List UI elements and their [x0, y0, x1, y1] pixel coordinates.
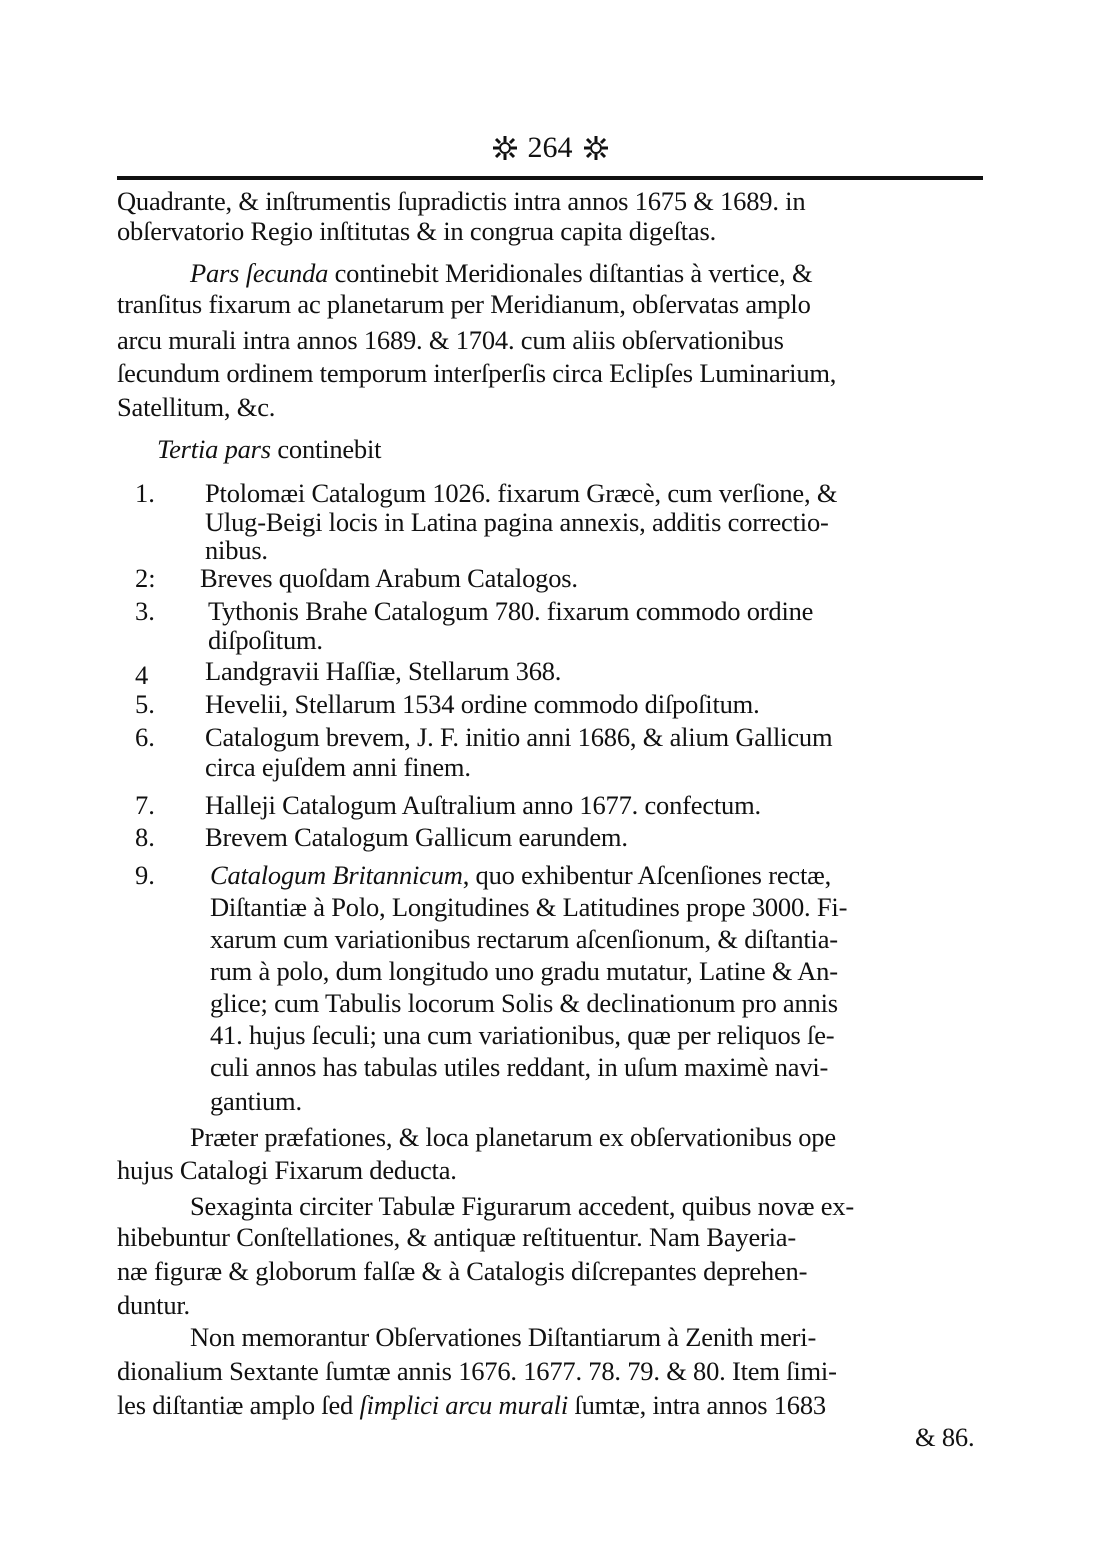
- list-item-line: Ptolomæi Catalogum 1026. fixarum Græcè, cum verſione, &: [205, 478, 838, 508]
- list-number: 3.: [135, 596, 155, 626]
- list-item-line: glice; cum Tabulis locorum Solis & declinationum pro annis: [210, 988, 838, 1018]
- text-span: continebit Meridionales diſtantias à vertice, &: [328, 258, 813, 288]
- flower-ornament-icon: [583, 135, 609, 161]
- text-line: [157, 434, 381, 464]
- list-item-line: diſpoſitum.: [208, 625, 323, 655]
- list-item-line: Brevem Catalogum Gallicum earundem.: [205, 822, 628, 852]
- italic-title: Catalogum Britannicum: [210, 860, 463, 890]
- list-item-line: Landgravii Haſſiæ, Stellarum 368.: [205, 656, 562, 686]
- list-number: 2:: [135, 563, 156, 593]
- list-item-line: Hevelii, Stellarum 1534 ordine commodo diſpoſitum.: [205, 689, 760, 719]
- list-item-line: Halleji Catalogum Auſtralium anno 1677. confectum.: [205, 790, 761, 820]
- list-number: 1.: [135, 478, 155, 508]
- list-number: 8.: [135, 822, 155, 852]
- list-item-line: Diſtantiæ à Polo, Longitudines & Latitudines prope 3000. Fi-: [210, 892, 848, 922]
- list-item-line: Catalogum brevem, J. F. initio anni 1686, & alium Gallicum: [205, 722, 833, 752]
- text-span: ſumtæ, intra annos 1683: [567, 1390, 826, 1420]
- list-item-line: xarum cum variationibus rectarum aſcenſionum, & diſtantia-: [210, 924, 838, 954]
- list-item-line: rum à polo, dum longitudo uno gradu mutatur, Latine & An-: [210, 956, 838, 986]
- italic-heading: Pars ſecunda: [190, 258, 329, 288]
- list-item-line: 41. hujus ſeculi; una cum variationibus, quæ per reliquos ſe-: [210, 1020, 835, 1050]
- text-line: duntur.: [117, 1290, 190, 1320]
- page-number: 264: [527, 131, 573, 164]
- text-line: ſecundum ordinem temporum interſperſis circa Eclipſes Luminarium,: [117, 358, 837, 388]
- text-line: arcu murali intra annos 1689. & 1704. cum aliis obſervationibus: [117, 325, 784, 355]
- text-line: obſervatorio Regio inſtitutas & in congrua capita digeſtas.: [117, 216, 717, 246]
- list-item-line: nibus.: [205, 535, 268, 565]
- list-item-line: circa ejuſdem anni finem.: [205, 752, 471, 782]
- text-span: les diſtantiæ amplo ſed: [117, 1390, 360, 1420]
- text-line: næ figuræ & globorum falſæ & à Catalogis diſcrepantes deprehen-: [117, 1256, 808, 1286]
- text-span: continebit: [270, 434, 382, 464]
- catchword: & 86.: [915, 1422, 975, 1452]
- italic-heading: Tertia pars: [157, 434, 271, 464]
- italic-phrase: ſimplici arcu murali: [359, 1390, 568, 1420]
- page-header: [0, 128, 1100, 168]
- text-line: Non memorantur Obſervationes Diſtantiarum à Zenith meri-: [190, 1322, 817, 1352]
- text-line: Quadrante, & inſtrumentis ſupradictis intra annos 1675 & 1689. in: [117, 186, 806, 216]
- text-line: tranſitus fixarum ac planetarum per Meridianum, obſervatas amplo: [117, 289, 811, 319]
- text-line: Satellitum, &c.: [117, 392, 276, 422]
- text-line: hujus Catalogi Fixarum deducta.: [117, 1155, 457, 1185]
- text-line: hibebuntur Conſtellationes, & antiquæ reſtituentur. Nam Bayeria-: [117, 1222, 796, 1252]
- list-number: 4: [135, 660, 149, 690]
- list-item-line: culi annos has tabulas utiles reddant, in uſum maximè navi-: [210, 1052, 829, 1082]
- text-line: Sexaginta circiter Tabulæ Figurarum accedent, quibus novæ ex-: [190, 1191, 854, 1221]
- text-line: Præter præfationes, & loca planetarum ex obſervationibus ope: [190, 1122, 836, 1152]
- list-number: 7.: [135, 790, 155, 820]
- list-item-line: Ulug-Beigi locis in Latina pagina annexis, additis correctio-: [205, 507, 829, 537]
- text-line: [190, 258, 812, 288]
- flower-ornament-icon: [492, 135, 518, 161]
- text-line: [117, 1390, 826, 1420]
- list-item-line: Breves quoſdam Arabum Catalogos.: [200, 563, 578, 593]
- text-span: , quo exhibentur Aſcenſiones rectæ,: [462, 860, 832, 890]
- list-number: 6.: [135, 722, 155, 752]
- list-item-line: Tythonis Brahe Catalogum 780. fixarum commodo ordine: [208, 596, 814, 626]
- list-item-line: [210, 860, 831, 890]
- list-item-line: gantium.: [210, 1086, 302, 1116]
- list-number: 9.: [135, 860, 155, 890]
- text-line: dionalium Sextante ſumtæ annis 1676. 1677. 78. 79. & 80. Item ſimi-: [117, 1356, 837, 1386]
- header-rule: [117, 176, 983, 180]
- list-number: 5.: [135, 689, 155, 719]
